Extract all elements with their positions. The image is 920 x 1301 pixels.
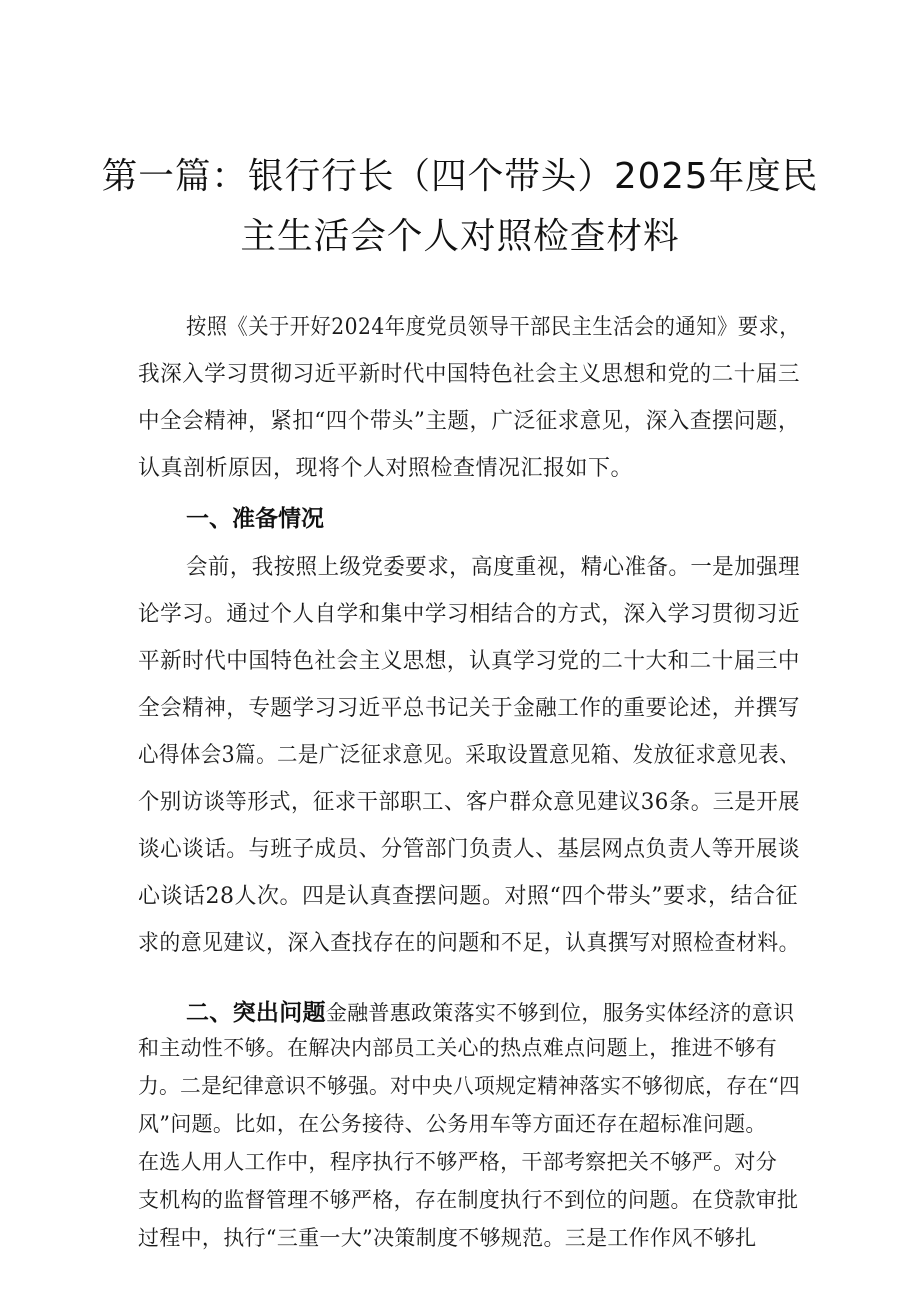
section-2-line: 支机构的监督管理不够严格，存在制度执行不到位的问题。在贷款审批 — [138, 1188, 799, 1212]
section-1-line: 心得体会3篇。二是广泛征求意见。采取设置意见箱、发放征求意见表、 — [138, 743, 801, 768]
section-1-line: 求的意见建议，深入查找存在的问题和不足，认真撰写对照检查材料。 — [138, 931, 801, 956]
section-2-first-line — [186, 994, 794, 1027]
intro-line: 我深入学习贯彻习近平新时代中国特色社会主义思想和党的二十届三 — [138, 362, 800, 387]
section-2-line: 风”问题。比如，在公务接待、公务用车等方面还存在超标准问题。 — [138, 1112, 767, 1136]
section-2-line: 过程中，执行“三重一大”决策制度不够规范。三是工作作风不够扎 — [138, 1226, 757, 1250]
section-1-heading: 一、准备情况 — [186, 506, 324, 532]
section-2-line: 力。二是纪律意识不够强。对中央八项规定精神落实不够彻底，存在“四 — [138, 1074, 801, 1098]
intro-line: 中全会精神，紧扣“四个带头”主题，广泛征求意见，深入查摆问题， — [138, 409, 801, 434]
section-2-first-line-text: 金融普惠政策落实不够到位，服务实体经济的意识 — [325, 1001, 795, 1025]
section-1-line: 心谈话28人次。四是认真查摆问题。对照“四个带头”要求，结合征 — [138, 884, 798, 909]
section-2-line: 在选人用人工作中，程序执行不够严格，干部考察把关不够严。对分 — [138, 1150, 777, 1174]
document-title-line-2: 主生活会个人对照检查材料 — [240, 216, 680, 257]
section-1-line: 平新时代中国特色社会主义思想，认真学习党的二十大和二十届三中 — [138, 649, 800, 674]
section-2-line: 和主动性不够。在解决内部员工关心的热点难点问题上，推进不够有 — [138, 1036, 777, 1060]
section-1-line: 全会精神，专题学习习近平总书记关于金融工作的重要论述，并撰写 — [138, 696, 800, 721]
section-1-line: 个别访谈等形式，征求干部职工、客户群众意见建议36条。三是开展 — [138, 790, 801, 815]
section-1-line: 谈心谈话。与班子成员、分管部门负责人、基层网点负责人等开展谈 — [138, 837, 800, 862]
section-2-heading: 二、突出问题 — [186, 1000, 326, 1026]
intro-line: 按照《关于开好2024年度党员领导干部民主生活会的通知》要求， — [186, 315, 800, 340]
section-1-line: 会前，我按照上级党委要求，高度重视，精心准备。一是加强理 — [186, 555, 801, 580]
section-1-line: 论学习。通过个人自学和集中学习相结合的方式，深入学习贯彻习近 — [138, 602, 800, 627]
document-title-line-1: 第一篇：银行行长（四个带头）2025年度民 — [101, 156, 819, 197]
intro-line: 认真剖析原因，现将个人对照检查情况汇报如下。 — [138, 456, 634, 481]
